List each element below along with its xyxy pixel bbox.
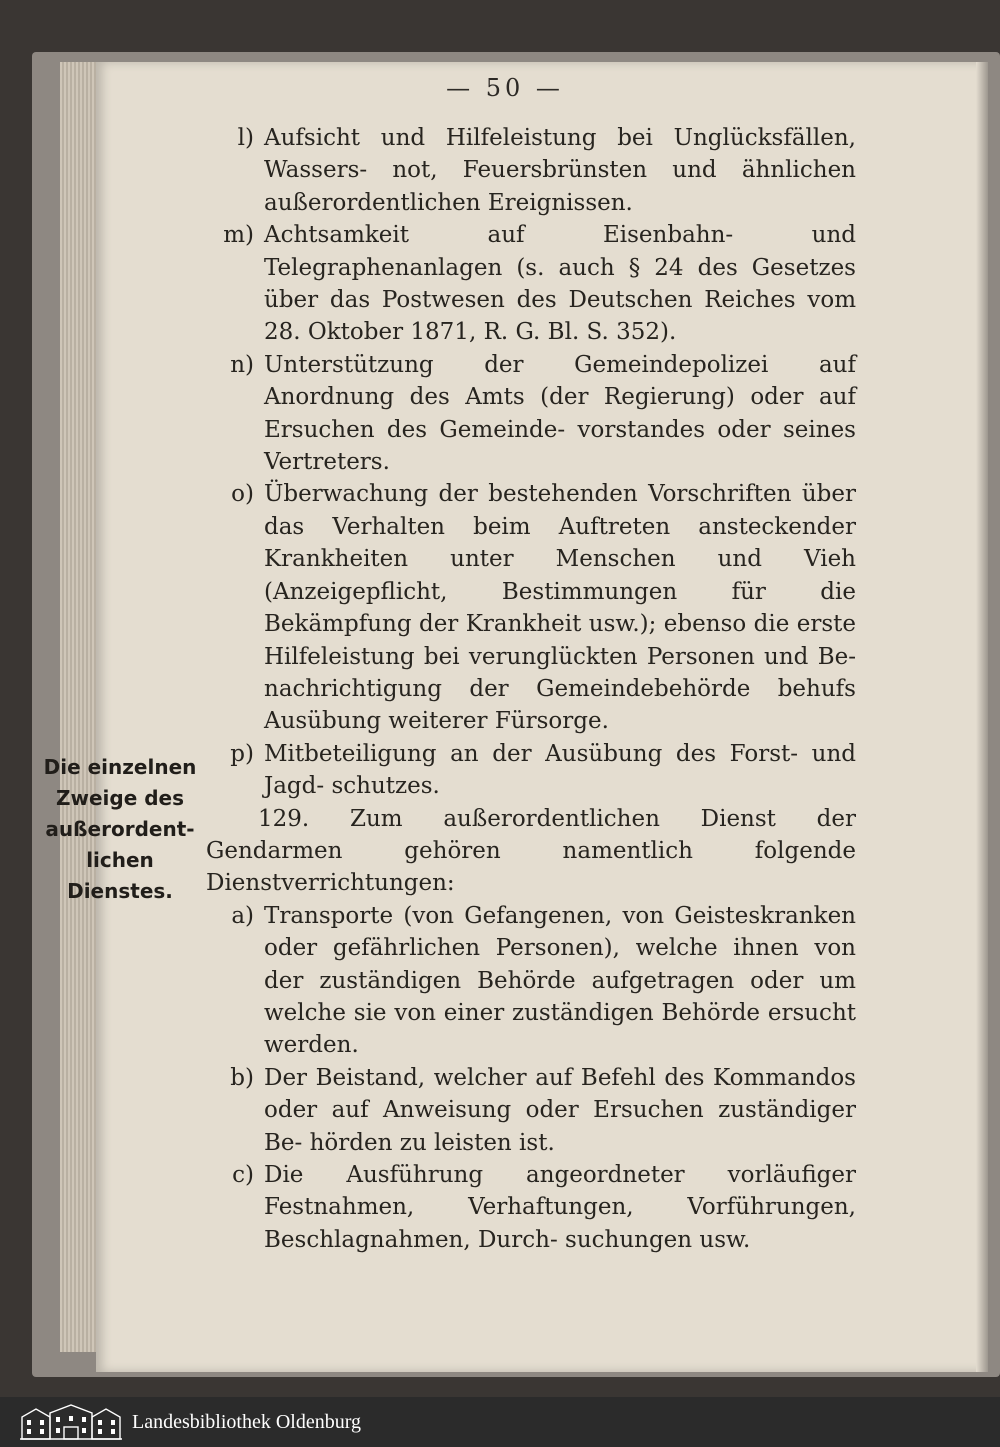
footer-bar — [0, 1397, 1000, 1447]
list-marker: n) — [230, 351, 254, 378]
list-marker: l) — [237, 125, 254, 151]
paragraph-text: Zum außerordentlichen Dienst der Gendarmen gehören namentlich folgende Dienstverrichtungen: — [206, 805, 856, 897]
list-item-text: Der Beistand, welcher auf Befehl des Kommandos oder auf Anweisung oder Ersuchen zuständiger Be- hörden zu leisten ist. — [264, 1064, 856, 1156]
list-item-text: Die Ausführung angeordneter vorläufiger Festnahmen, Verhaftungen, Vorführungen, Beschlagnahmen, Durch- suchungen usw. — [264, 1162, 856, 1253]
page-edges — [60, 62, 100, 1352]
list-item — [206, 219, 856, 349]
list-item — [206, 738, 856, 803]
list-item — [206, 1062, 856, 1159]
list-marker: m) — [223, 222, 254, 249]
paragraph-number: 129. — [258, 805, 310, 832]
body-text — [206, 122, 856, 1256]
list-marker: b) — [230, 1064, 254, 1091]
page-number: — 50 — — [446, 74, 564, 102]
list-marker: c) — [232, 1162, 254, 1188]
list-item — [206, 122, 856, 219]
margin-note-line: Zweige des — [55, 786, 185, 810]
library-name[interactable]: Landesbibliothek Oldenburg — [132, 1410, 362, 1433]
page-gutter — [976, 62, 988, 1372]
list-item-text: Unterstützung der Gemeindepolizei auf Anordnung des Amts (der Regierung) oder auf Ersuchen des Gemeinde- vorstandes oder seines Vertreters. — [264, 351, 856, 476]
list-item — [206, 900, 856, 1062]
margin-note-line: lichen — [86, 848, 154, 872]
margin-note-line: Die einzelnen — [43, 755, 197, 779]
list-item-text: Aufsicht und Hilfeleistung bei Unglücksfällen, Wassers- not, Feuersbrünsten und ähnlichen außerordentlichen Ereignissen. — [264, 125, 856, 216]
list-marker: o) — [231, 481, 254, 508]
list-item-text: Achtsamkeit auf Eisenbahn- und Telegraphenanlagen (s. auch § 24 des Gesetzes über das Postwesen des Deutschen Reiches vom 28. Oktober 1871, R. G. Bl. S. 352). — [264, 222, 856, 346]
margin-note-line: außerordent- — [45, 817, 195, 841]
list-item-text: Mitbeteiligung an der Ausübung des Forst- und Jagd- schutzes. — [264, 740, 856, 800]
list-item-text: Transporte (von Gefangenen, von Geisteskranken oder gefährlichen Personen), welche ihnen von der zuständigen Behörde aufgetragen oder um welche sie von einer zuständigen Behörde ersucht werden. — [264, 902, 856, 1059]
margin-note-line: Dienstes. — [67, 879, 173, 903]
list-marker: p) — [230, 740, 254, 767]
section-paragraph — [206, 803, 856, 900]
list-item — [206, 478, 856, 737]
library-building-icon — [18, 1403, 124, 1441]
list-item — [206, 349, 856, 479]
margin-note — [40, 752, 200, 907]
list-item-text: Überwachung der bestehenden Vorschriften über das Verhalten beim Auftreten ansteckender Krankheiten unter Menschen und Vieh (Anzeigepflicht, Bestimmungen für die Bekämpfung der Krankheit usw.); ebenso die erste Hilfeleistung bei verunglückten Personen und Be- nachrichtigung der Gemeindebehörde behufs Ausübung weiterer Fürsorge. — [264, 481, 856, 735]
list-item — [206, 1159, 856, 1256]
list-marker: a) — [231, 902, 254, 929]
